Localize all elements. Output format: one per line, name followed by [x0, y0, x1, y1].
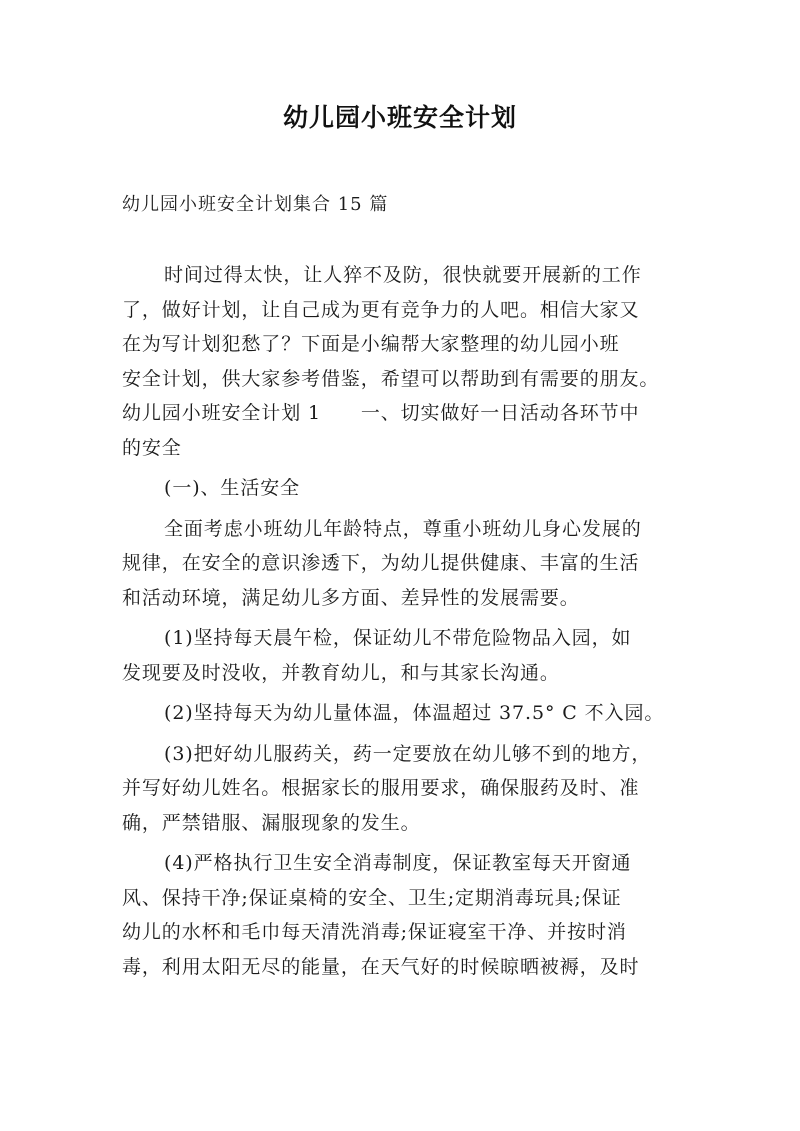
- paragraph-line: 在为写计划犯愁了？下面是小编帮大家整理的幼儿园小班: [122, 333, 620, 355]
- list-item-line: (3)把好幼儿服药关，药一定要放在幼儿够不到的地方，: [164, 742, 652, 765]
- paragraph-line: 安全计划，供大家参考借鉴，希望可以帮助到有需要的朋友。: [122, 367, 660, 390]
- list-item-line: 毒，利用太阳无尽的能量，在天气好的时候晾晒被褥，及时: [122, 955, 640, 978]
- list-item-line: (2)坚持每天为幼儿量体温，体温超过 37.5° C 不入园。: [164, 702, 665, 724]
- document-subtitle: 幼儿园小班安全计划集合 15 篇: [122, 194, 389, 215]
- paragraph-line: 的安全: [122, 436, 182, 459]
- paragraph-line: 了，做好计划，让自己成为更有竞争力的人吧。相信大家又: [122, 298, 640, 321]
- list-item-line: (4)严格执行卫生安全消毒制度，保证教室每天开窗通: [164, 852, 632, 874]
- list-item-line: 并写好幼儿姓名。根据家长的服用要求，确保服药及时、准: [122, 777, 640, 799]
- list-item-line: 确，严禁错服、漏服现象的发生。: [122, 811, 421, 834]
- list-item-line: 风、保持干净;保证桌椅的安全、卫生;定期消毒玩具;保证: [122, 886, 622, 909]
- document-body: [122, 258, 687, 984]
- list-item-line: 发现要及时没收，并教育幼儿，和与其家长沟通。: [122, 661, 560, 684]
- paragraph-line: 规律，在安全的意识渗透下，为幼儿提供健康、丰富的生活: [122, 552, 640, 574]
- list-item-line: (1)坚持每天晨午检，保证幼儿不带危险物品入园，如: [164, 627, 632, 649]
- section-heading: (一)、生活安全: [164, 477, 301, 499]
- paragraph-line: 幼儿园小班安全计划 1 一、切实做好一日活动各环节中: [122, 402, 640, 424]
- paragraph-line: 和活动环境，满足幼儿多方面、差异性的发展需要。: [122, 586, 580, 609]
- list-item-line: 幼儿的水杯和毛巾每天清洗消毒;保证寝室干净、并按时消: [122, 921, 627, 943]
- paragraph-line: 全面考虑小班幼儿年龄特点，尊重小班幼儿身心发展的: [164, 517, 642, 540]
- paragraph-line: 时间过得太快，让人猝不及防，很快就要开展新的工作: [164, 264, 642, 286]
- page-title: 幼儿园小班安全计划: [282, 103, 517, 132]
